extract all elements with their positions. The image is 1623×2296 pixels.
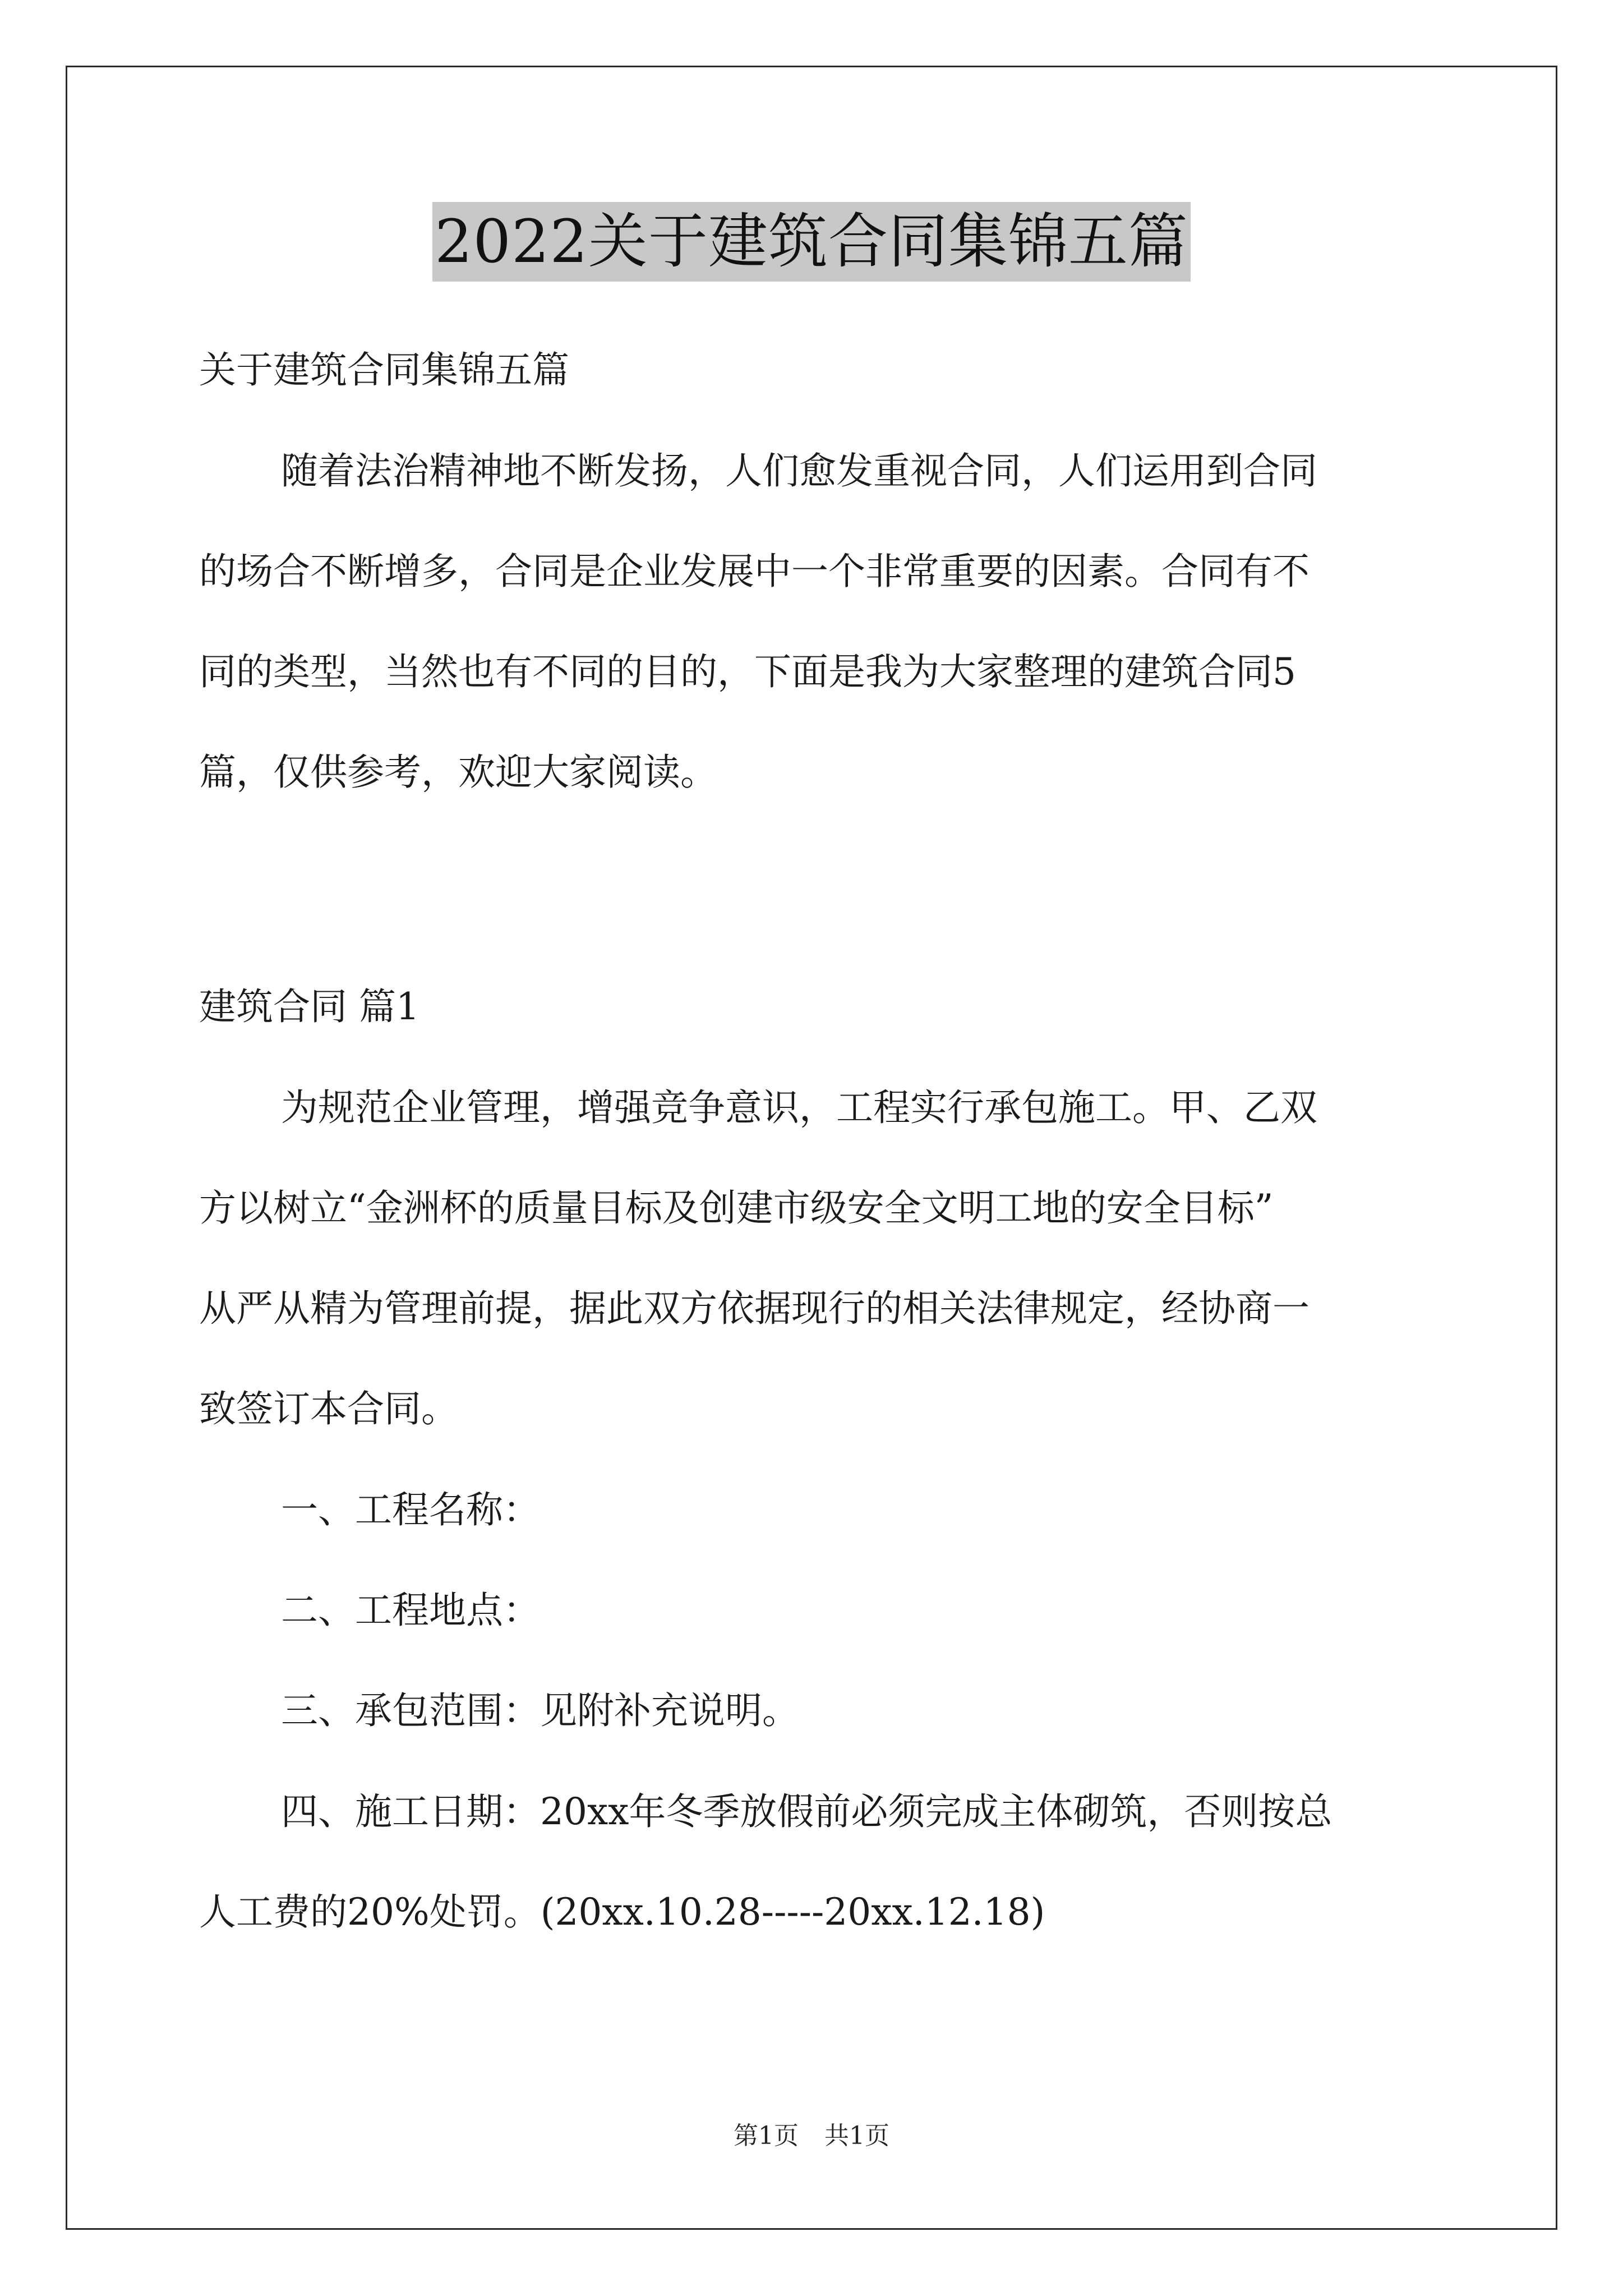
- section-heading: 建筑合同 篇1: [199, 985, 419, 1028]
- contract-item: 二、工程地点：: [281, 1589, 540, 1632]
- title-container: [0, 202, 1623, 282]
- contract-item-date: 人工费的20%处罚。(20xx.10.28-----20xx.12.18): [199, 1890, 1045, 1934]
- page-number: 第1页: [734, 2122, 799, 2150]
- subtitle: 关于建筑合同集锦五篇: [199, 348, 569, 392]
- contract-item: 一、工程名称：: [281, 1488, 540, 1531]
- section-line: 方以树立“金洲杯的质量目标及创建市级安全文明工地的安全目标”: [199, 1186, 1274, 1230]
- page-total: 共1页: [824, 2122, 889, 2150]
- page-footer: [0, 2119, 1623, 2153]
- section-line: 致签订本合同。: [199, 1387, 458, 1430]
- intro-line: 同的类型，当然也有不同的目的，下面是我为大家整理的建筑合同5: [199, 650, 1296, 693]
- intro-line: 的场合不断增多，合同是企业发展中一个非常重要的因素。合同有不: [199, 550, 1310, 593]
- contract-item: 三、承包范围：见附补充说明。: [281, 1689, 799, 1732]
- document-title: 2022关于建筑合同集锦五篇: [432, 202, 1191, 282]
- section-line: 从严从精为管理前提，据此双方依据现行的相关法律规定，经协商一: [199, 1287, 1310, 1330]
- intro-line: 篇，仅供参考，欢迎大家阅读。: [199, 751, 717, 794]
- contract-item-date: 四、施工日期：20xx年冬季放假前必须完成主体砌筑，否则按总: [281, 1790, 1332, 1833]
- intro-line: 随着法治精神地不断发扬，人们愈发重视合同，人们运用到合同: [281, 449, 1317, 493]
- section-line: 为规范企业管理，增强竞争意识，工程实行承包施工。甲、乙双: [281, 1086, 1317, 1129]
